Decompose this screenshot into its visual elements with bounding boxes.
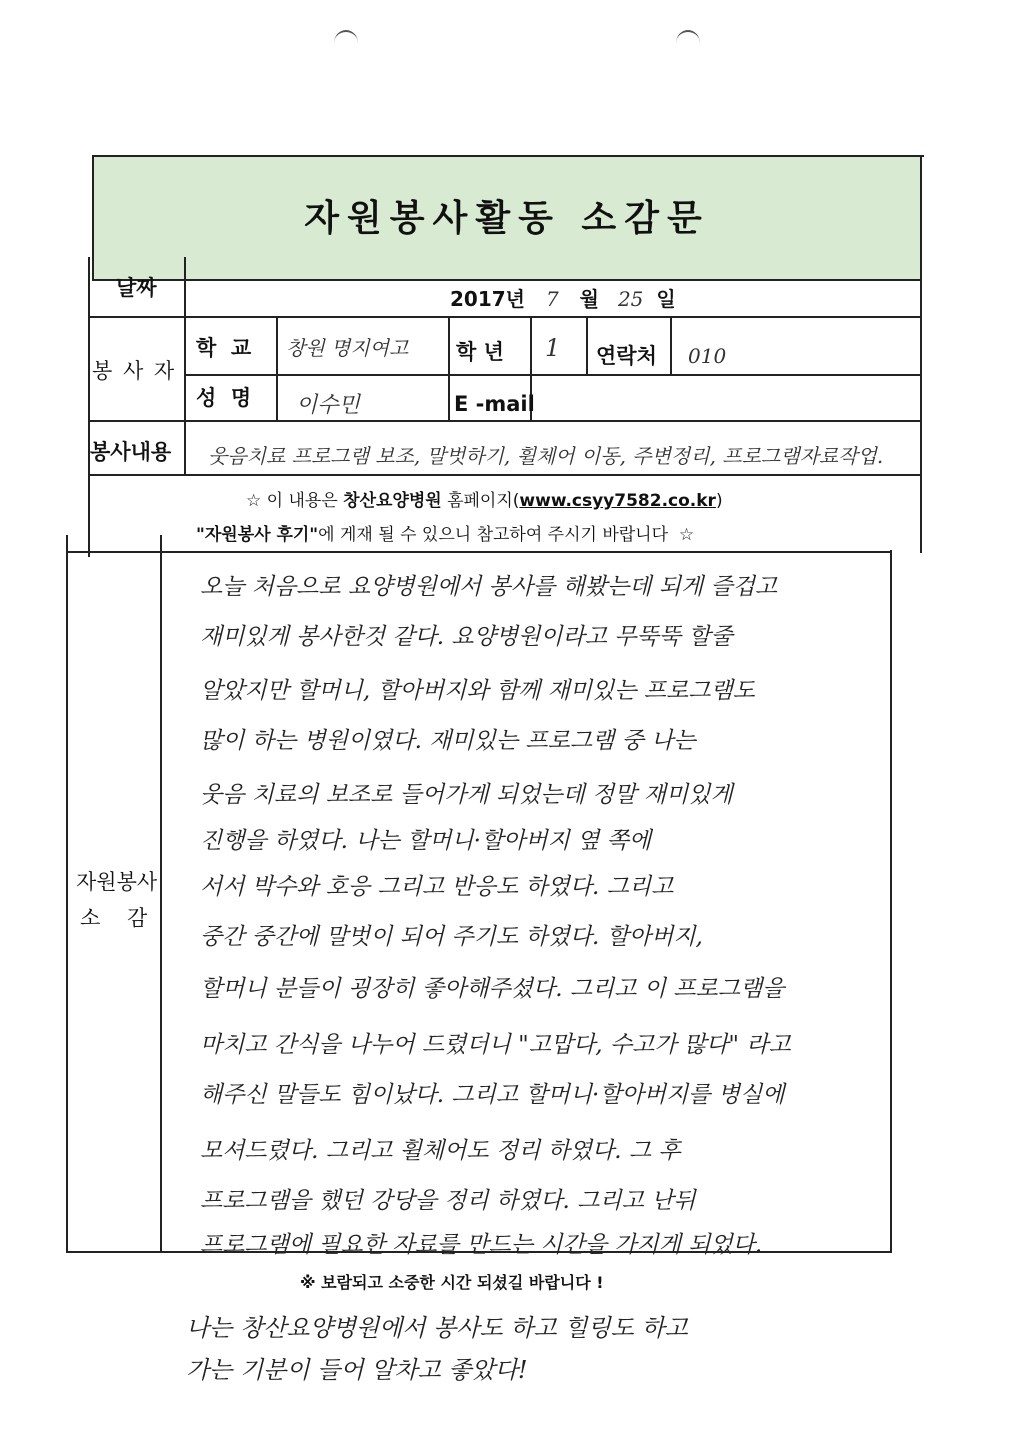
essay-line: 해주신 말들도 힘이났다. 그리고 할머니·할아버지를 병실에 xyxy=(200,1082,785,1108)
punch-hole-right xyxy=(676,30,700,56)
impression-label-line2: 소 감 xyxy=(80,906,148,930)
contact-label: 연락처 xyxy=(596,344,657,368)
essay-line: 재미있게 봉사한것 같다. 요양병원이라고 무뚝뚝 할줄 xyxy=(200,624,733,650)
notice-rest: 에 게재 될 수 있으니 참고하여 주시기 바랍니다 ☆ xyxy=(318,525,695,545)
essay-line: 프로그램에 필요한 자료를 만드는 시간을 가지게 되었다. xyxy=(200,1232,763,1258)
essay-line: 마치고 간식을 나누어 드렸더니 "고맙다, 수고가 많다" 라고 xyxy=(200,1032,791,1058)
essay-line: 웃음 치료의 보조로 들어가게 되었는데 정말 재미있게 xyxy=(200,782,733,808)
divider-contact-label xyxy=(586,318,588,376)
notice-prefix: ☆ 이 내용은 xyxy=(246,491,344,511)
essay-line: 서서 박수와 호응 그리고 반응도 하였다. 그리고 xyxy=(200,874,674,900)
contact-value: 010 xyxy=(688,344,727,368)
notice-mid: 홈페이지( xyxy=(441,491,520,511)
punch-hole-left xyxy=(334,30,358,56)
label-divider xyxy=(184,257,186,475)
date-day-value: 25 xyxy=(617,287,644,311)
volunteer-section-label: 봉 사 자 xyxy=(92,359,177,383)
impression-label-line1: 자원봉사 xyxy=(76,870,158,894)
essay-line: 모셔드렸다. 그리고 휠체어도 정리 하였다. 그 후 xyxy=(200,1138,681,1164)
grade-label: 학 년 xyxy=(456,340,504,364)
date-year: 2017년 xyxy=(450,287,525,311)
notice-url[interactable]: www.csyy7582.co.kr xyxy=(519,491,716,511)
notice-line-2 xyxy=(196,520,694,545)
bottom-comment-line-1: 나는 창산요양병원에서 봉사도 하고 힐링도 하고 xyxy=(186,1314,688,1342)
frame-top xyxy=(92,155,924,157)
essay-line: 할머니 분들이 굉장히 좋아해주셨다. 그리고 이 프로그램을 xyxy=(200,976,785,1002)
frame-left-title xyxy=(92,155,94,279)
service-label: 봉사내용 xyxy=(90,440,172,464)
row-line-service-bottom xyxy=(88,474,922,476)
footer-note: ※ 보람되고 소중한 시간 되셨길 바랍니다 ! xyxy=(300,1273,604,1292)
divider-contact-value xyxy=(670,318,672,376)
bottom-comment-line-2: 가는 기분이 들어 알차고 좋았다! xyxy=(186,1356,528,1384)
name-label: 성 명 xyxy=(196,386,252,410)
frame-right-lower xyxy=(890,550,892,1252)
frame-right xyxy=(920,155,922,553)
school-value: 창원 명지여고 xyxy=(286,336,409,360)
date-month-value: 7 xyxy=(545,287,559,311)
row-line-school-bottom xyxy=(184,374,920,376)
label-divider-lower xyxy=(160,535,162,1253)
essay-line: 프로그램을 했던 강당을 정리 하였다. 그리고 난뒤 xyxy=(200,1188,696,1214)
essay-line: 중간 중간에 말벗이 되어 주기도 하였다. 할아버지, xyxy=(200,924,703,950)
notice-suffix: ) xyxy=(715,491,723,511)
row-line-notice-bottom xyxy=(66,551,892,553)
notice-line-1 xyxy=(246,486,723,511)
form-title: 자원봉사활동 소감문 xyxy=(304,198,710,239)
date-label: 날짜 xyxy=(116,276,157,300)
row-line-volunteer-bottom xyxy=(88,420,922,422)
essay-line: 오늘 처음으로 요양병원에서 봉사를 해봤는데 되게 즐겁고 xyxy=(200,574,778,600)
divider-grade-label xyxy=(448,318,450,422)
grade-value: 1 xyxy=(545,334,561,362)
frame-left xyxy=(88,257,90,557)
frame-left-lower xyxy=(66,535,68,1253)
essay-line: 진행을 하였다. 나는 할머니·할아버지 옆 쪽에 xyxy=(200,828,652,854)
school-label: 학 교 xyxy=(196,336,252,360)
name-value: 이수민 xyxy=(296,393,360,418)
date-value xyxy=(450,283,676,312)
divider-school-label xyxy=(276,318,278,422)
essay-line: 많이 하는 병원이였다. 재미있는 프로그램 중 나는 xyxy=(200,728,696,754)
essay-line: 알았지만 할머니, 할아버지와 함께 재미있는 프로그램도 xyxy=(200,678,755,704)
service-value: 웃음치료 프로그램 보조, 말벗하기, 휠체어 이동, 주변정리, 프로그램자료작업. xyxy=(208,444,884,468)
date-month-unit: 월 xyxy=(579,287,599,311)
date-day-unit: 일 xyxy=(656,287,676,311)
notice-hospital: 창산요양병원 xyxy=(343,491,442,511)
row-line-date-bottom xyxy=(88,316,922,318)
email-label: E -mail xyxy=(454,392,535,416)
notice-board-name: "자원봉사 후기" xyxy=(196,525,319,545)
